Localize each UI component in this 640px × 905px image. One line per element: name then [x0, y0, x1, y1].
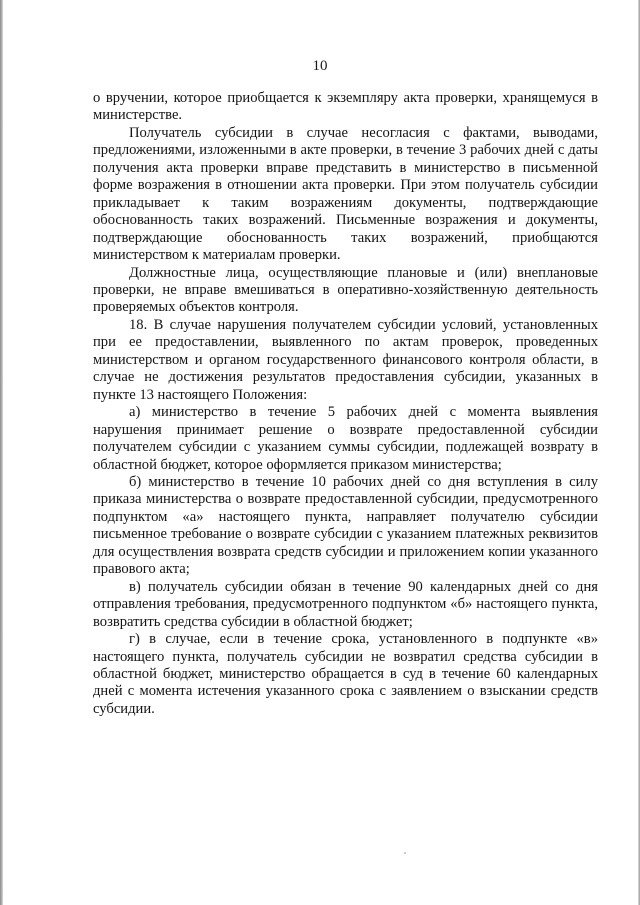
- paragraph-item-g: г) в случае, если в течение срока, установленного в подпункте «в» настоящего пункта, получатель субсидии не возвратил средства субсидии в областной бюджет, министерство обращается в суд в течение 60 календарных дней с момента истечения указанного срока с заявлением о взыскании средств субсидии.: [93, 631, 598, 717]
- paragraph-item-b: б) министерство в течение 10 рабочих дней со дня вступления в силу приказа министерства о возврате предоставленной субсидии, предусмотренного подпунктом «а» настоящего пункта, направляет получателю субсидии письменное требование о возврате субсидии с указанием платежных реквизитов для осуществления возврата средств субсидии и приложением копии указанного правового акта;: [93, 473, 598, 578]
- paragraph-continuation: о вручении, которое приобщается к экземпляру акта проверки, хранящемуся в министерстве.: [93, 90, 598, 124]
- paragraph-objections: Получатель субсидии в случае несогласия с фактами, выводами, предложениями, изложенными в акте проверки, в течение 3 рабочих дней с даты получения акта проверки вправе представить в министерство в письменной форме возражения в отношении акта проверки. При этом получатель субсидии прикладывает к таким возражениям документы, подтверждающие обоснованность таких возражений. Письменные возражения и документы, подтверждающие обоснованность таких возражений, приобщаются министерством к материалам проверки.: [93, 124, 598, 264]
- paragraph-item-v: в) получатель субсидии обязан в течение 90 календарных дней со дня отправления требования, предусмотренного подпунктом «б» настоящего пункта, возвратить средства субсидии в областной бюджет;: [93, 578, 598, 630]
- scan-speck: [404, 852, 406, 854]
- paragraph-clause-18: 18. В случае нарушения получателем субсидии условий, установленных при ее предоставлении, выявленного по актам проверок, проведенных министерством и органом государственного финансового контроля области, в случае не достижения результатов предоставления субсидии, указанных в пункте 13 настоящего Положения:: [93, 316, 598, 403]
- paragraph-officials: Должностные лица, осуществляющие плановые и (или) внеплановые проверки, не вправе вмешиваться в оперативно-хозяйственную деятельность проверяемых объектов контроля.: [93, 264, 598, 316]
- page-number: 10: [312, 58, 328, 74]
- paragraph-item-a: а) министерство в течение 5 рабочих дней с момента выявления нарушения принимает решение о возврате предоставленной субсидии получателем субсидии с указанием суммы субсидии, подлежащей возврату в областной бюджет, которое оформляется приказом министерства;: [93, 404, 598, 473]
- document-body: [93, 90, 598, 718]
- scan-edge-left: [0, 0, 3, 905]
